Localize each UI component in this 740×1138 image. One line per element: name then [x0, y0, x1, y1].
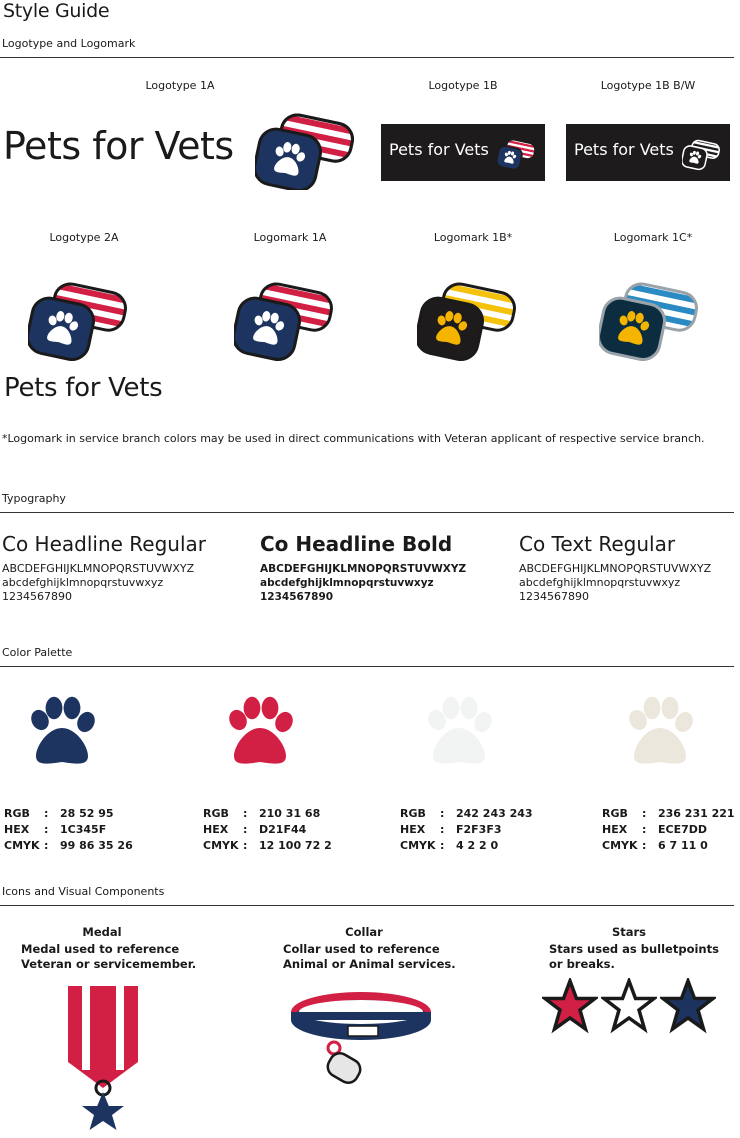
cmyk-label: CMYK: [400, 839, 436, 852]
caption-logotype-1a: Logotype 1A: [145, 79, 215, 92]
hex-value: 1C345F: [60, 823, 107, 836]
typeface-name: Co Headline Bold: [260, 532, 453, 556]
color-spec-red: [203, 806, 332, 854]
icon-desc-line: Collar used to reference: [283, 942, 440, 956]
cmyk-label: CMYK: [203, 839, 239, 852]
separator: :: [440, 823, 445, 836]
star-icon-white: [601, 978, 657, 1034]
rgb-value: 236 231 221: [658, 807, 735, 820]
logotype-2a-text: Pets for Vets: [4, 373, 163, 403]
separator: :: [642, 839, 647, 852]
dog-tag-icon: [599, 268, 709, 368]
section-title-logos: Logotype and Logomark: [2, 37, 136, 50]
page-title: Style Guide: [3, 0, 110, 22]
section-divider: [0, 57, 734, 58]
color-spec-navy: [4, 806, 133, 854]
separator: :: [243, 839, 248, 852]
logomark-1a: [234, 268, 344, 368]
section-title-icons: Icons and Visual Components: [2, 885, 165, 898]
rgb-value: 210 31 68: [259, 807, 321, 820]
caption-logotype-1b-bw: Logotype 1B B/W: [600, 79, 696, 92]
section-divider: [0, 512, 734, 513]
icon-desc-collar: [283, 942, 456, 972]
paw-icon-light-gray: [417, 694, 501, 780]
typeface-digits: 1234567890: [519, 590, 589, 603]
caption-logotype-2a: Logotype 2A: [49, 231, 119, 244]
cmyk-label: CMYK: [602, 839, 638, 852]
typeface-upper: ABCDEFGHIJKLMNOPQRSTUVWXYZ: [260, 563, 467, 575]
paw-icon-cream: [618, 694, 702, 780]
hex-label: HEX: [4, 823, 30, 836]
logotype-1b-bw-box: [566, 124, 730, 181]
dog-tag-icon: [255, 100, 365, 190]
caption-logomark-1a: Logomark 1A: [253, 231, 327, 244]
typeface-sample-1: [2, 532, 206, 604]
separator: :: [44, 807, 49, 820]
caption-logomark-1c: Logomark 1C*: [613, 231, 693, 244]
color-spec-cream: [602, 806, 735, 854]
hex-label: HEX: [203, 823, 229, 836]
separator: :: [243, 823, 248, 836]
color-spec-light-gray: [400, 806, 533, 854]
logomark-1c: [599, 268, 709, 368]
section-title-typography: Typography: [2, 492, 66, 505]
dog-tag-icon: [234, 268, 344, 368]
typeface-name: Co Headline Regular: [2, 532, 207, 556]
hex-label: HEX: [602, 823, 628, 836]
icon-desc-line: Animal or Animal services.: [283, 957, 456, 971]
icon-desc-line: Medal used to reference: [21, 942, 180, 956]
rgb-value: 28 52 95: [60, 807, 114, 820]
star-icon-navy: [660, 978, 716, 1034]
typeface-lower: abcdefghijklmnopqrstuvwxyz: [519, 576, 681, 589]
logotype-1a-mark: [255, 100, 365, 190]
dog-tag-icon: [28, 268, 138, 368]
icon-title-collar: Collar: [345, 925, 383, 939]
typeface-digits: 1234567890: [260, 591, 334, 603]
logotype-1b-bw-text: Pets for Vets: [574, 140, 674, 159]
cmyk-value: 6 7 11 0: [658, 839, 708, 852]
rgb-label: RGB: [4, 807, 30, 820]
separator: :: [44, 823, 49, 836]
dog-tag-icon: [497, 132, 539, 172]
paw-icon-navy: [20, 694, 104, 780]
medal-icon: [66, 984, 140, 1136]
hex-value: F2F3F3: [456, 823, 502, 836]
typeface-sample-3: [519, 532, 711, 604]
icon-desc-line: Stars used as bulletpoints: [549, 942, 719, 956]
hex-value: D21F44: [259, 823, 307, 836]
collar-icon: [288, 990, 438, 1094]
cmyk-label: CMYK: [4, 839, 40, 852]
typeface-upper: ABCDEFGHIJKLMNOPQRSTUVWXYZ: [2, 562, 195, 575]
logomark-note: *Logomark in service branch colors may be used in direct communications with Veteran applicant of respective service branch.: [2, 432, 705, 445]
caption-logomark-1b: Logomark 1B*: [433, 231, 513, 244]
typeface-upper: ABCDEFGHIJKLMNOPQRSTUVWXYZ: [519, 562, 712, 575]
section-title-colors: Color Palette: [2, 646, 73, 659]
hex-value: ECE7DD: [658, 823, 708, 836]
typeface-lower: abcdefghijklmnopqrstuvwxyz: [260, 577, 434, 589]
typeface-lower: abcdefghijklmnopqrstuvwxyz: [2, 576, 164, 589]
typeface-name: Co Text Regular: [519, 532, 676, 556]
logotype-1b-box: [381, 124, 545, 181]
section-divider: [0, 666, 734, 667]
logotype-2a-mark: [28, 268, 138, 368]
rgb-value: 242 243 243: [456, 807, 533, 820]
paw-icon-red: [218, 694, 302, 780]
star-icon-red: [542, 978, 598, 1034]
hex-label: HEX: [400, 823, 426, 836]
dog-tag-icon: [417, 268, 527, 368]
separator: :: [440, 807, 445, 820]
cmyk-value: 4 2 2 0: [456, 839, 499, 852]
rgb-label: RGB: [203, 807, 229, 820]
cmyk-value: 99 86 35 26: [60, 839, 133, 852]
section-divider: [0, 905, 734, 906]
icon-desc-line: or breaks.: [549, 957, 615, 971]
icon-title-stars: Stars: [611, 925, 647, 939]
separator: :: [642, 823, 647, 836]
caption-logotype-1b: Logotype 1B: [428, 79, 498, 92]
separator: :: [440, 839, 445, 852]
typeface-digits: 1234567890: [2, 590, 72, 603]
rgb-label: RGB: [602, 807, 628, 820]
separator: :: [243, 807, 248, 820]
logotype-1b-text: Pets for Vets: [389, 140, 489, 159]
logotype-1a-text: Pets for Vets: [3, 124, 234, 168]
icon-desc-stars: [549, 942, 719, 972]
typeface-sample-2: [260, 532, 466, 604]
dog-tag-icon: [682, 132, 724, 172]
separator: :: [44, 839, 49, 852]
rgb-label: RGB: [400, 807, 426, 820]
logomark-1b: [417, 268, 527, 368]
icon-desc-medal: [21, 942, 196, 972]
cmyk-value: 12 100 72 2: [259, 839, 332, 852]
icon-desc-line: Veteran or servicemember.: [21, 957, 197, 971]
separator: :: [642, 807, 647, 820]
icon-title-medal: Medal: [82, 925, 122, 939]
